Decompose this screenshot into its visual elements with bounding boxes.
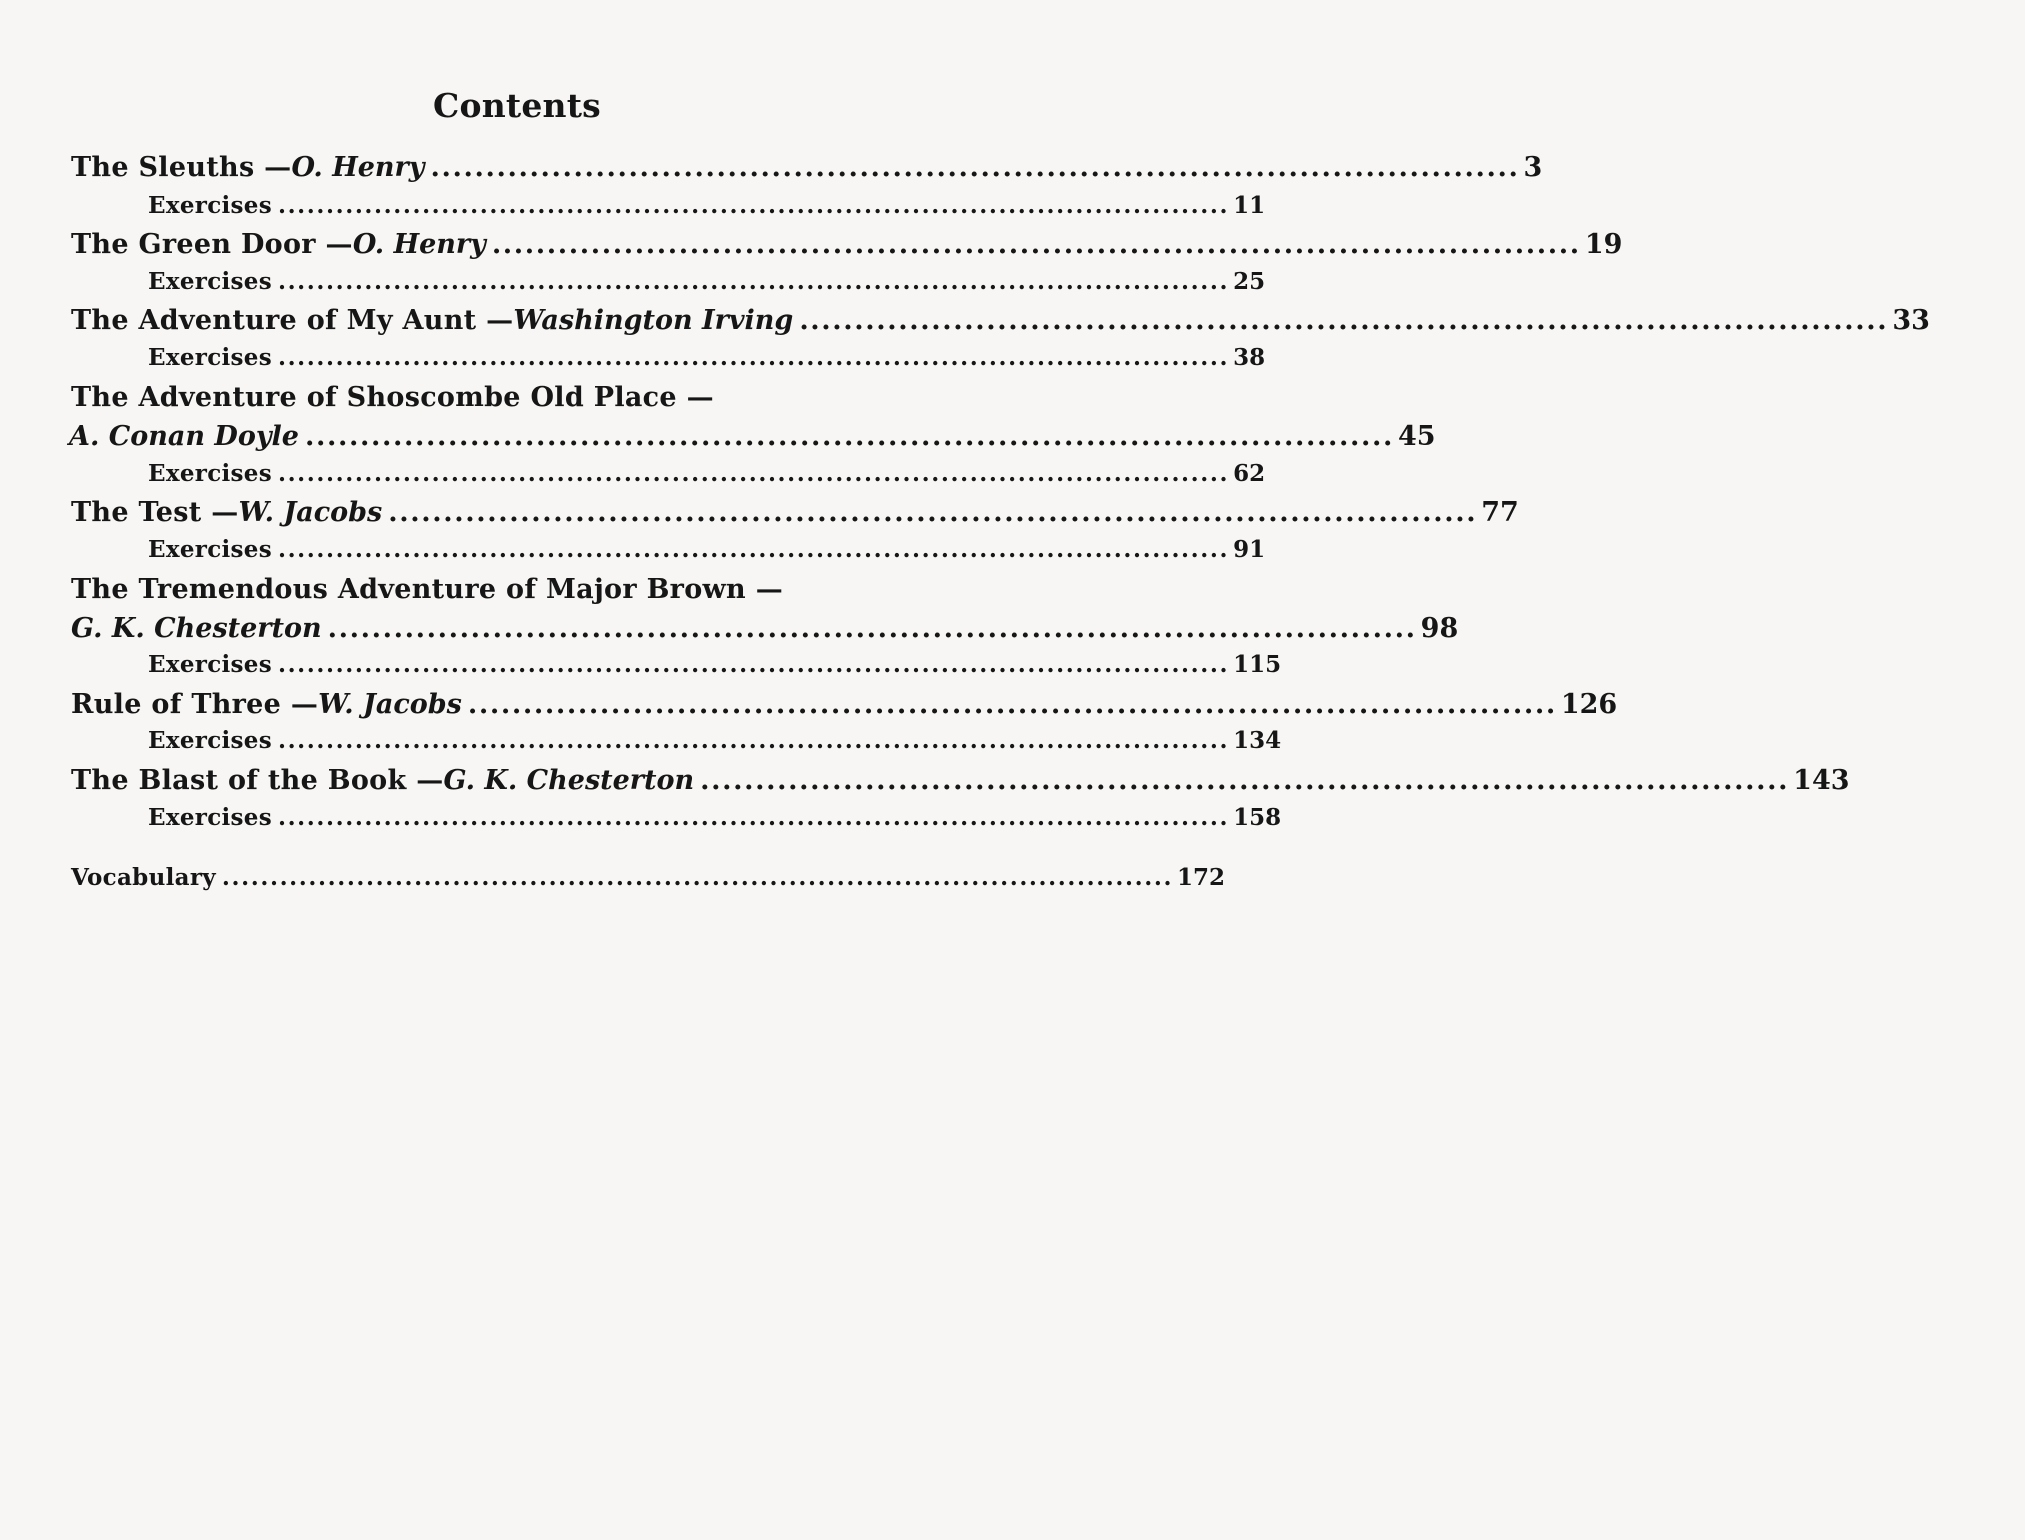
dot-leader: ................................................................................................... xyxy=(799,305,1889,336)
entry-title: The Tremendous Adventure of Major Brown — xyxy=(71,574,783,605)
toc-entry xyxy=(0,460,1266,500)
toc-entry xyxy=(0,382,1071,422)
page-number: 126 xyxy=(1560,689,1618,720)
toc-entry xyxy=(0,727,1282,767)
toc-entry xyxy=(0,497,1519,537)
entry-title: Exercises xyxy=(148,536,272,563)
page-number: 3 xyxy=(1523,152,1543,183)
page-number: 19 xyxy=(1584,229,1623,260)
entry-title: Exercises xyxy=(148,651,272,678)
toc-entry xyxy=(0,268,1266,308)
toc-entry xyxy=(0,421,1436,461)
dot-leader: ................................................................................................... xyxy=(388,497,1478,528)
page-number: 134 xyxy=(1233,727,1282,754)
toc-entry xyxy=(0,574,1071,614)
entry-title: The Blast of the Book — xyxy=(71,765,444,796)
page-title: Contents xyxy=(433,86,601,125)
dot-leader: ................................................................................................... xyxy=(491,229,1581,260)
dot-leader: ................................................................................................... xyxy=(277,268,1230,295)
page-number: 45 xyxy=(1397,421,1436,452)
toc-entry xyxy=(0,864,1226,904)
dot-leader: ................................................................................................... xyxy=(277,804,1230,831)
entry-title: Exercises xyxy=(148,804,272,831)
entry-author: G. K. Chesterton xyxy=(443,765,695,796)
page-number: 38 xyxy=(1233,344,1266,371)
entry-title: The Green Door — xyxy=(71,229,353,260)
page-number: 172 xyxy=(1177,864,1226,891)
dot-leader: ................................................................................................... xyxy=(221,864,1174,891)
entry-author: G. K. Chesterton xyxy=(71,613,322,644)
dot-leader: ................................................................................................... xyxy=(277,727,1230,754)
entry-title: Rule of Three — xyxy=(71,689,319,720)
entry-title: Exercises xyxy=(148,727,272,754)
page-number: 33 xyxy=(1892,305,1930,336)
toc-entry xyxy=(0,344,1266,384)
page-number: 91 xyxy=(1233,536,1266,563)
toc-entry xyxy=(0,613,1459,653)
dot-leader: ................................................................................................... xyxy=(277,344,1230,371)
page-number: 62 xyxy=(1233,460,1266,487)
entry-title: The Adventure of Shoscombe Old Place — xyxy=(71,382,714,413)
page-number: 158 xyxy=(1233,804,1282,831)
entry-author: A. Conan Doyle xyxy=(69,421,299,452)
dot-leader: ................................................................................................... xyxy=(277,651,1230,678)
dot-leader: ................................................................................................... xyxy=(304,421,1394,452)
entry-author: Washington Irving xyxy=(513,305,794,336)
toc-entry xyxy=(0,804,1282,844)
dot-leader: ................................................................................................... xyxy=(327,613,1417,644)
page-number: 98 xyxy=(1420,613,1459,644)
dot-leader: ................................................................................................... xyxy=(430,152,1520,183)
entry-author: W. Jacobs xyxy=(318,689,462,720)
toc-entry xyxy=(0,192,1266,232)
dot-leader: ................................................................................................... xyxy=(277,536,1230,563)
entry-title: Vocabulary xyxy=(71,864,216,891)
toc-entry xyxy=(0,765,1850,805)
entry-title: The Adventure of My Aunt — xyxy=(71,305,514,336)
toc-entry xyxy=(0,152,1543,192)
dot-leader: ................................................................................................... xyxy=(277,192,1230,219)
entry-title: Exercises xyxy=(148,268,272,295)
dot-leader: ................................................................................................... xyxy=(467,689,1557,720)
dot-leader: ................................................................................................... xyxy=(277,460,1230,487)
page-number: 11 xyxy=(1233,192,1266,219)
entry-title: Exercises xyxy=(148,460,272,487)
dot-leader: ................................................................................................... xyxy=(700,765,1790,796)
entry-title: Exercises xyxy=(148,192,272,219)
entry-title: Exercises xyxy=(148,344,272,371)
entry-author: W. Jacobs xyxy=(238,497,383,528)
page-number: 143 xyxy=(1793,765,1850,796)
toc-entry xyxy=(0,651,1282,691)
entry-author: O. Henry xyxy=(352,229,486,260)
entry-author: O. Henry xyxy=(291,152,425,183)
page-number: 115 xyxy=(1233,651,1282,678)
entry-title: The Test — xyxy=(71,497,239,528)
toc-entry xyxy=(0,305,1930,345)
toc-entry xyxy=(0,536,1266,576)
entry-title: The Sleuths — xyxy=(71,152,292,183)
toc-entry xyxy=(0,229,1623,269)
toc-entry xyxy=(0,689,1618,729)
page-number: 77 xyxy=(1481,497,1519,528)
page-number: 25 xyxy=(1233,268,1266,295)
